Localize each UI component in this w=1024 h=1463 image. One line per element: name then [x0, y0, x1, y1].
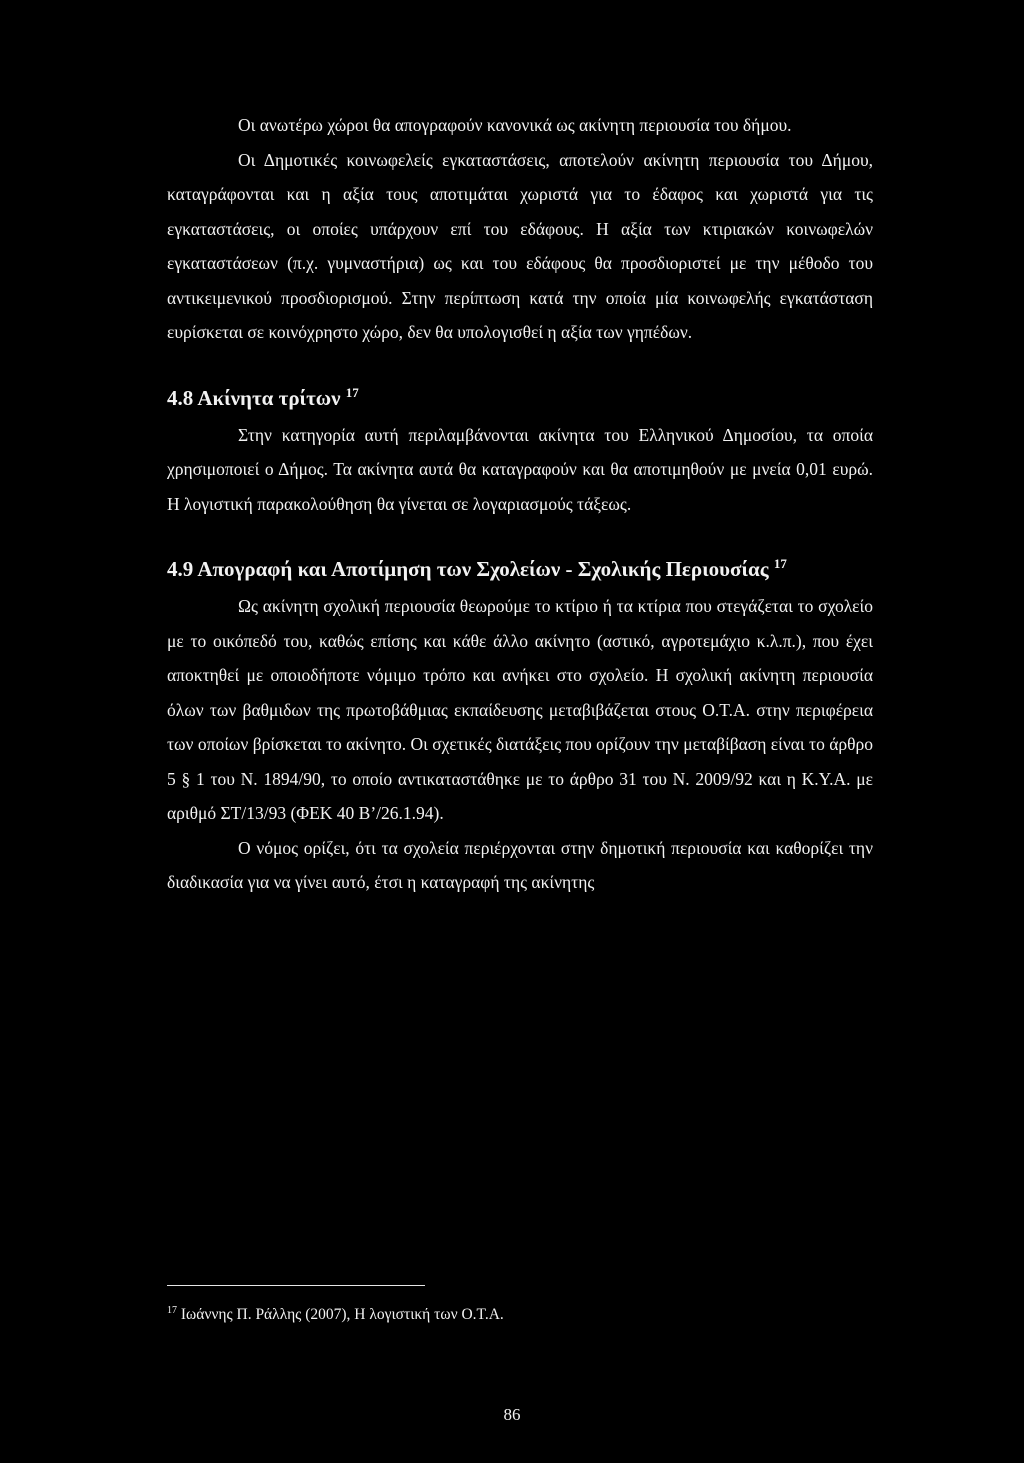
footnote: [167, 1305, 873, 1325]
body-text: [167, 108, 873, 900]
section-4-9-heading: [167, 551, 873, 587]
section-4-8-title: 4.8 Ακίνητα τρίτων: [167, 385, 341, 410]
paragraph-school-property: Ως ακίνητη σχολική περιουσία θεωρούμε το κτίριο ή τα κτίρια που στεγάζεται το σχολείο με το οικόπεδό του, καθώς επίσης και κάθε άλλο ακίνητο (αστικό, αγροτεμάχιο κ.λ.π.), που έχει αποκτηθεί με οποιοδήποτε νόμιμο τρόπο και ανήκει στο σχολείο. Η σχολική ακίνητη περιουσία όλων των βαθμιδων της πρωτοβάθμιας εκπαίδευσης μεταβιβάζεται στους Ο.Τ.Α. στην περιφέρεια των οποίων βρίσκεται το ακίνητο. Οι σχετικές διατάξεις που ορίζουν την μεταβίβαση είναι το άρθρο 5 § 1 του Ν. 1894/90, το οποίο αντικαταστάθηκε με το άρθρο 31 του Ν. 2009/92 και η Κ.Υ.Α. με αριθμό ΣΤ/13/93 (ΦΕΚ 40 Β’/26.1.94).: [167, 596, 873, 823]
footnote-text: Ιωάννης Π. Ράλλης (2007), Η λογιστική των Ο.Τ.Α.: [180, 1306, 504, 1323]
section-4-8-heading: [167, 380, 873, 416]
paragraph-third-party-property: Στην κατηγορία αυτή περιλαμβάνονται ακίνητα του Ελληνικού Δημοσίου, τα οποία χρησιμοποιεί ο Δήμος. Τα ακίνητα αυτά θα καταγραφούν και θα αποτιμηθούν με μνεία 0,01 ευρώ. Η λογιστική παρακολούθηση θα γίνεται σε λογαριασμούς τάξεως.: [167, 424, 873, 514]
footnote-ref-17-b: 17: [773, 556, 787, 571]
footnote-number: 17: [167, 1304, 177, 1316]
paragraph-spaces-inventory: Οι ανωτέρω χώροι θα απογραφούν κανονικά ως ακίνητη περιουσία του δήμου.: [238, 115, 792, 135]
footnote-ref-17-a: 17: [345, 384, 359, 400]
section-4-9-title: 4.9 Απογραφή και Αποτίμηση των Σχολείων - Σχολικής Περιουσίας: [167, 557, 769, 581]
footnote-separator: [167, 1285, 425, 1286]
paragraph-law-provisions: Ο νόμος ορίζει, ότι τα σχολεία περιέρχονται στην δημοτική περιουσία και καθορίζει την διαδικασία για να γίνει αυτό, έτσι η καταγραφή της ακίνητης: [167, 837, 873, 892]
paragraph-public-facilities: Οι Δημοτικές κοινωφελείς εγκαταστάσεις, αποτελούν ακίνητη περιουσία του Δήμου, καταγράφονται και η αξία τους αποτιμάται χωριστά για το έδαφος και χωριστά για τις εγκαταστάσεις, οι οποίες υπάρχουν επί του εδάφους. Η αξία των κτιριακών κοινωφελών εγκαταστάσεων (π.χ. γυμναστήρια) ως και του εδάφους θα προσδιοριστεί με την μέθοδο του αντικειμενικού προσδιορισμού. Στην περίπτωση κατά την οποία μία κοινωφελής εγκατάσταση ευρίσκεται σε κοινόχρηστο χώρο, δεν θα υπολογισθεί η αξία των γηπέδων.: [167, 149, 873, 342]
page-number: 86: [503, 1405, 521, 1424]
